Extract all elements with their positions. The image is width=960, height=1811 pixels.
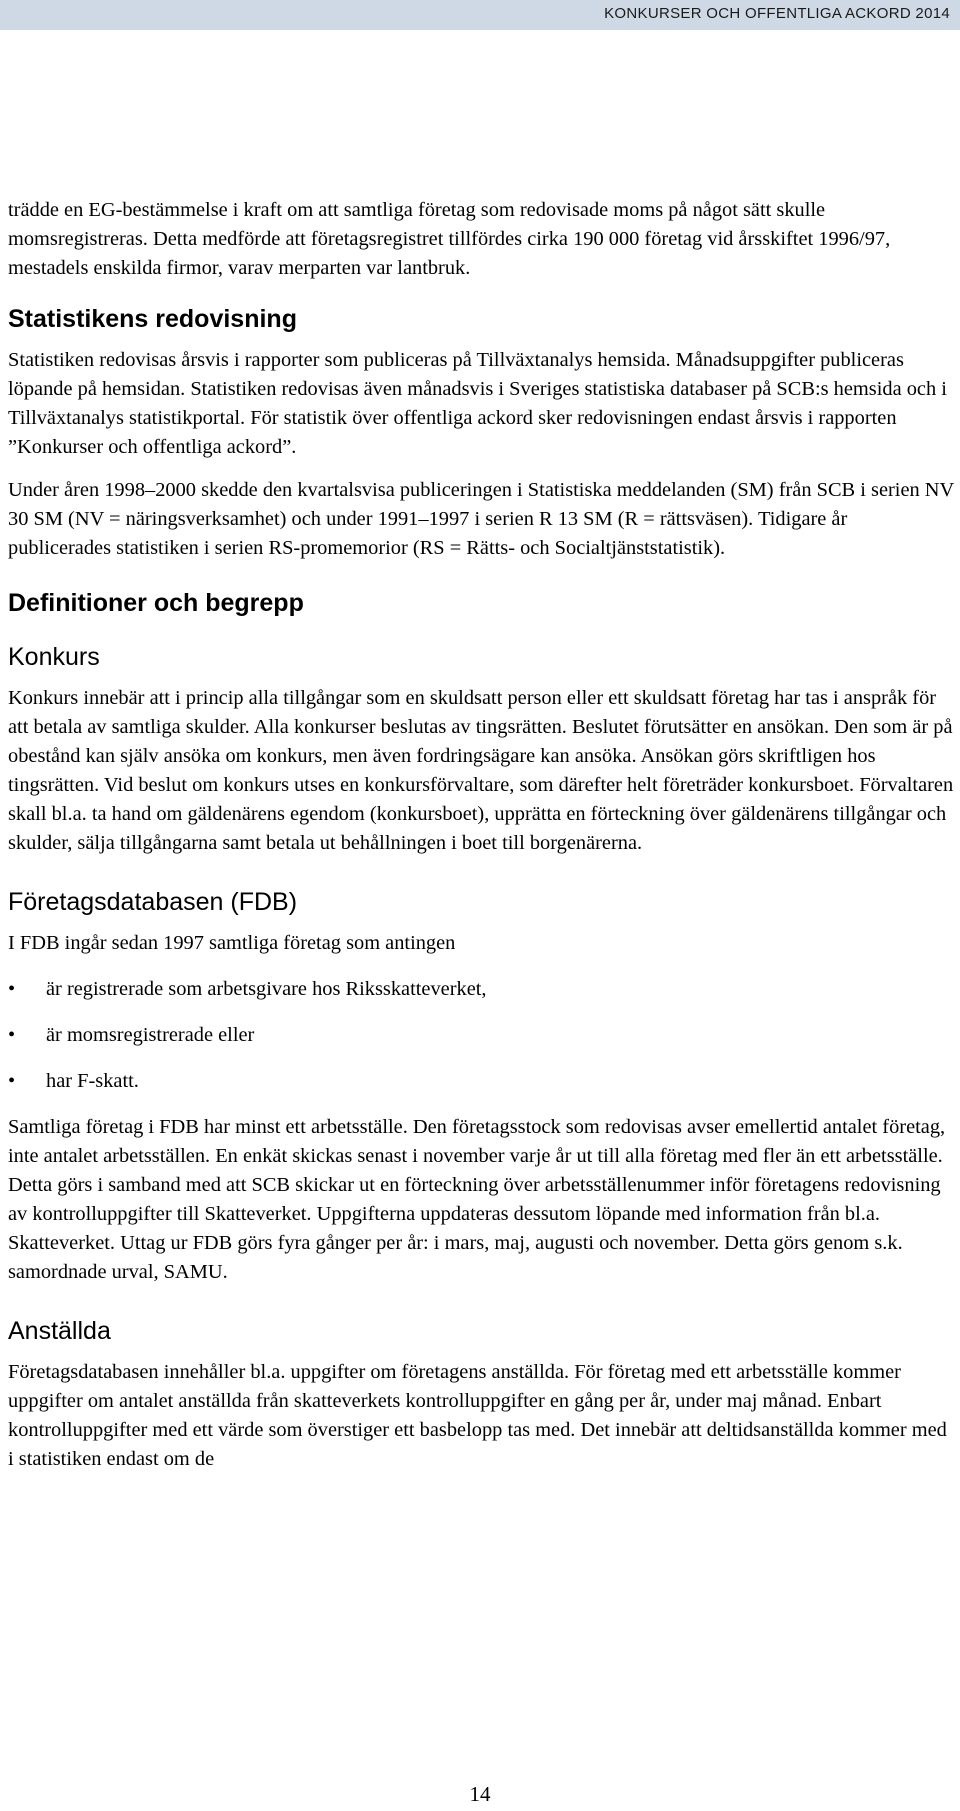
section-heading-statistikens-redovisning: Statistikens redovisning — [8, 305, 297, 333]
list-item: • är registrerade som arbetsgivare hos Riksskatteverket, — [8, 975, 954, 1004]
fdb-intro-paragraph: I FDB ingår sedan 1997 samtliga företag som antingen — [8, 932, 456, 954]
fdb-paragraph-2: Samtliga företag i FDB har minst ett arbetsställe. Den företagsstock som redovisas avser emellertid antalet företag, inte antalet arbetsställen. En enkät skickas senast i november varje år ut till alla företag med fler än ett arbetsställe. Detta görs i samband med att SCB skickar ut en förteckning över arbetsställenummer inför företagens redovisning av kontrolluppgifter till Skatteverket. Uppgifterna uppdateras dessutom löpande med information från bl.a. Skatteverket. Uttag ur FDB görs fyra gånger per år: i mars, maj, augusti och november. Detta görs genom s.k. samordnade urval, SAMU. — [8, 1116, 946, 1283]
section-heading-definitioner: Definitioner och begrepp — [8, 589, 304, 617]
running-header — [0, 0, 960, 30]
fdb-criteria-list — [8, 975, 954, 1096]
anstallda-paragraph: Företagsdatabasen innehåller bl.a. uppgifter om företagens anställda. För företag med ett arbetsställe kommer uppgifter om antalet anställda från skatteverkets kontrolluppgifter en gång per år, under maj månad. Enbart kontrolluppgifter med ett värde som överstiger ett basbelopp tas med. Det innebär att deltidsanställda kommer med i statistiken endast om de — [8, 1361, 947, 1470]
list-item: • har F-skatt. — [8, 1067, 954, 1096]
subheading-anstallda: Anställda — [8, 1317, 111, 1345]
redovisning-paragraph-1: Statistiken redovisas årsvis i rapporter som publiceras på Tillväxtanalys hemsida. Månadsuppgifter publiceras löpande på hemsidan. Statistiken redovisas även månadsvis i Sveriges statistiska databaser på SCB:s hemsida och i Tillväxtanalys statistikportal. För statistik över offentliga ackord sker redovisningen endast årsvis i rapporten ”Konkurser och offentliga ackord”. — [8, 349, 947, 458]
intro-paragraph: trädde en EG-bestämmelse i kraft om att samtliga företag som redovisade moms på något sätt skulle momsregistreras. Detta medförde att företagsregistret tillfördes cirka 190 000 företag vid årsskiftet 1996/97, mestadels enskilda firmor, varav merparten var lantbruk. — [8, 199, 891, 279]
subheading-konkurs: Konkurs — [8, 643, 100, 671]
redovisning-paragraph-2: Under åren 1998–2000 skedde den kvartalsvisa publiceringen i Statistiska meddelanden (SM) från SCB i serien NV 30 SM (NV = näringsverksamhet) och under 1991–1997 i serien R 13 SM (R = rättsväsen). Tidigare år publicerades statistiken i serien RS-promemorior (RS = Rätts- och Socialtjänststatistik). — [8, 479, 954, 559]
document-body — [8, 196, 954, 1474]
running-header-title: KONKURSER OCH OFFENTLIGA ACKORD 2014 — [604, 5, 950, 22]
page-number: 14 — [469, 1782, 491, 1806]
subheading-foretagsdatabasen: Företagsdatabasen (FDB) — [8, 888, 298, 916]
list-item: • är momsregistrerade eller — [8, 1021, 954, 1050]
konkurs-paragraph: Konkurs innebär att i princip alla tillgångar som en skuldsatt person eller ett skuldsatt företag har tas i anspråk för att betala av samtliga skulder. Alla konkurser beslutas av tingsrätten. Beslutet förutsätter en ansökan. Den som är på obestånd kan själv ansöka om konkurs, men även fordringsägare kan ansöka. Ansökan görs skriftligen hos tingsrätten. Vid beslut om konkurs utses en konkursförvaltare, som därefter helt företräder konkursboet. Förvaltaren skall bl.a. ta hand om gäldenärens egendom (konkursboet), upprätta en förteckning över gäldenärens tillgångar och skulder, sälja tillgångarna samt betala ut behållningen i boet till borgenärerna. — [8, 687, 954, 854]
